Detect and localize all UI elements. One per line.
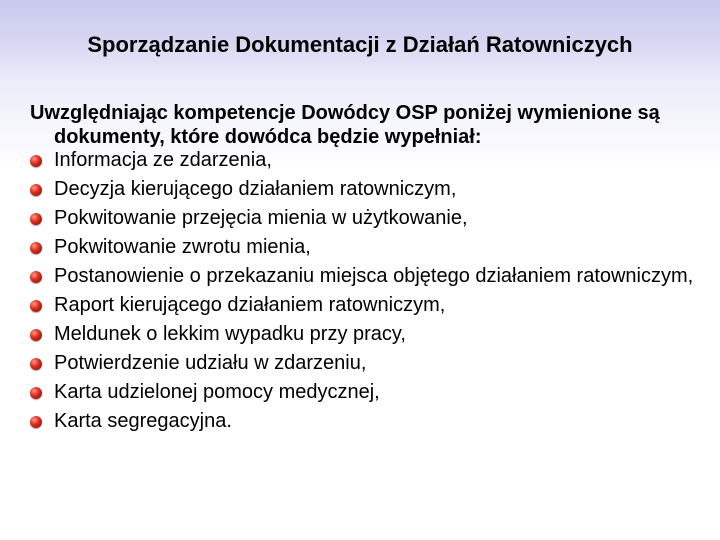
list-item: [30, 207, 694, 231]
list-item-text: Pokwitowanie zwrotu mienia,: [54, 236, 311, 258]
document-list: [30, 149, 710, 434]
bullet-icon: [30, 387, 42, 399]
list-item: [30, 265, 694, 289]
list-item-text: Raport kierującego działaniem ratowniczym,: [54, 294, 446, 316]
slide-title: Sporządzanie Dokumentacji z Działań Ratowniczych: [87, 32, 633, 57]
list-item-text: Informacja ze zdarzenia,: [54, 149, 272, 171]
list-item: [30, 323, 694, 347]
list-item-text: Pokwitowanie przejęcia mienia w użytkowanie,: [54, 207, 468, 229]
intro-text: Uwzględniając kompetencje Dowódcy OSP poniżej wymienione są dokumenty, które dowódca będzie wypełniał:: [30, 102, 660, 148]
list-item-text: Karta segregacyjna.: [54, 410, 232, 432]
bullet-icon: [30, 416, 42, 428]
list-item: [30, 294, 694, 318]
list-item-text: Meldunek o lekkim wypadku przy pracy,: [54, 323, 406, 345]
bullet-icon: [30, 329, 42, 341]
bullet-icon: [30, 271, 42, 283]
list-item-text: Potwierdzenie udziału w zdarzeniu,: [54, 352, 367, 374]
list-item: [30, 381, 694, 405]
bullet-icon: [30, 300, 42, 312]
list-item: [30, 236, 694, 260]
list-item: [30, 410, 694, 434]
list-item: [30, 178, 694, 202]
list-item-text: Karta udzielonej pomocy medycznej,: [54, 381, 380, 403]
bullet-icon: [30, 184, 42, 196]
list-item: [30, 352, 694, 376]
bullet-icon: [30, 155, 42, 167]
bullet-icon: [30, 242, 42, 254]
list-item: [30, 149, 694, 173]
bullet-icon: [30, 213, 42, 225]
list-item-text: Decyzja kierującego działaniem ratowniczym,: [54, 178, 457, 200]
bullet-icon: [30, 358, 42, 370]
slide-body: [30, 102, 710, 439]
list-item-text: Postanowienie o przekazaniu miejsca objętego działaniem ratowniczym,: [54, 265, 694, 287]
